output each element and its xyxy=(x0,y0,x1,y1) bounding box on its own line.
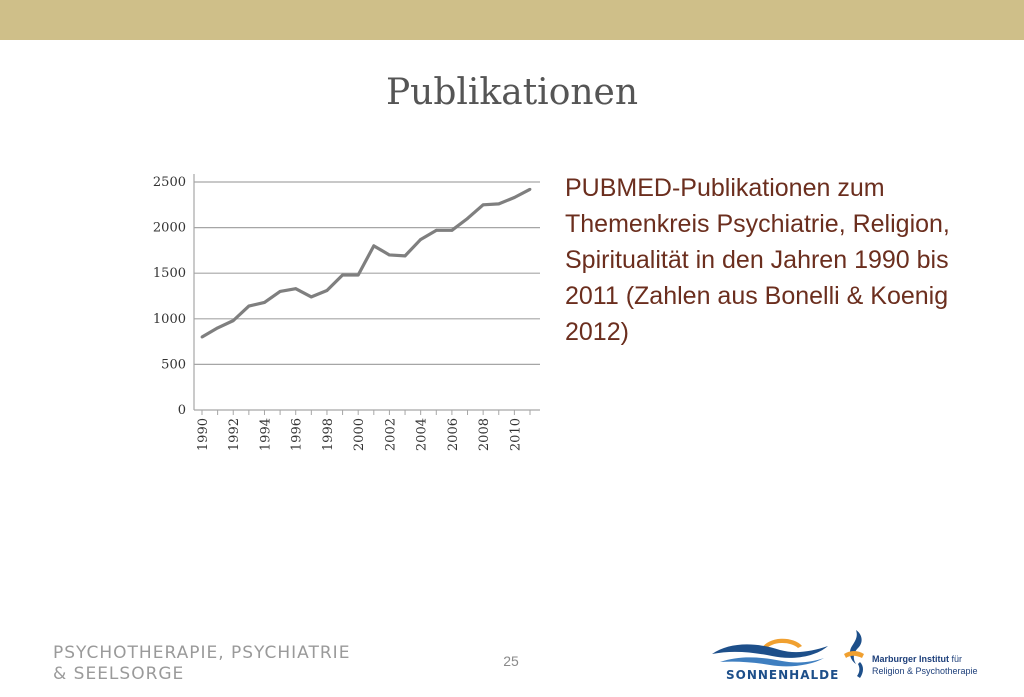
footer-line2: & SEELSORGE xyxy=(53,664,185,684)
series-line xyxy=(202,189,530,337)
x-tick-label: 2006 xyxy=(445,418,461,452)
y-tick-label: 0 xyxy=(177,403,186,418)
y-tick-label: 2000 xyxy=(152,220,186,236)
marburg-logo xyxy=(842,628,982,680)
page-number: 25 xyxy=(503,653,519,669)
data-point xyxy=(357,274,360,277)
data-point xyxy=(451,229,454,232)
sonnenhalde-wordmark: SONNENHALDE xyxy=(726,668,840,682)
x-tick-label: 1990 xyxy=(196,418,211,452)
x-tick-label: 2008 xyxy=(477,418,493,452)
marburg-line1: Marburger Institut für xyxy=(872,654,963,664)
data-point xyxy=(263,301,266,304)
sonnenhalde-emblem-icon xyxy=(710,628,830,668)
data-point xyxy=(388,254,391,257)
x-tick-label: 1992 xyxy=(227,418,243,452)
data-point xyxy=(232,319,235,322)
y-tick-label: 1000 xyxy=(152,311,186,327)
sonnenhalde-logo xyxy=(710,628,840,690)
x-tick-label: 1994 xyxy=(258,418,274,452)
data-point xyxy=(294,287,297,290)
data-point xyxy=(435,229,438,232)
top-band xyxy=(0,0,1024,40)
y-tick-label: 2500 xyxy=(152,175,186,190)
footer-title xyxy=(53,643,350,685)
y-tick-label: 500 xyxy=(161,357,186,373)
chart-description: PUBMED-Publikationen zum Themenkreis Psychiatrie, Religion, Spiritualität in den Jahren 1990 bis 2011 (Zahlen aus Bonelli & Koenig 2012) xyxy=(565,174,950,346)
data-point xyxy=(372,244,375,247)
data-point xyxy=(341,274,344,277)
chart xyxy=(130,160,550,460)
data-point xyxy=(466,217,469,220)
footer-line1: PSYCHOTHERAPIE, PSYCHIATRIE xyxy=(53,643,351,663)
data-point xyxy=(310,296,313,299)
data-point xyxy=(482,203,485,206)
x-tick-label: 2002 xyxy=(383,418,399,452)
marburg-line2: Religion & Psychotherapie xyxy=(872,666,978,676)
data-point xyxy=(497,202,500,205)
x-tick-label: 2004 xyxy=(414,418,430,452)
data-point xyxy=(279,290,282,293)
y-tick-label: 1500 xyxy=(152,266,186,282)
data-point xyxy=(419,238,422,241)
data-point xyxy=(216,327,219,330)
slide-title: Publikationen xyxy=(385,72,639,113)
x-tick-label: 1998 xyxy=(320,418,336,452)
marburg-emblem-icon xyxy=(842,628,872,680)
data-point xyxy=(513,196,516,199)
data-point xyxy=(404,254,407,257)
x-tick-label: 1996 xyxy=(289,418,305,452)
data-point xyxy=(529,188,532,191)
data-point xyxy=(326,289,329,292)
x-tick-label: 2010 xyxy=(508,418,524,452)
data-point xyxy=(201,336,204,339)
x-tick-label: 2000 xyxy=(352,418,368,452)
data-point xyxy=(247,305,250,308)
